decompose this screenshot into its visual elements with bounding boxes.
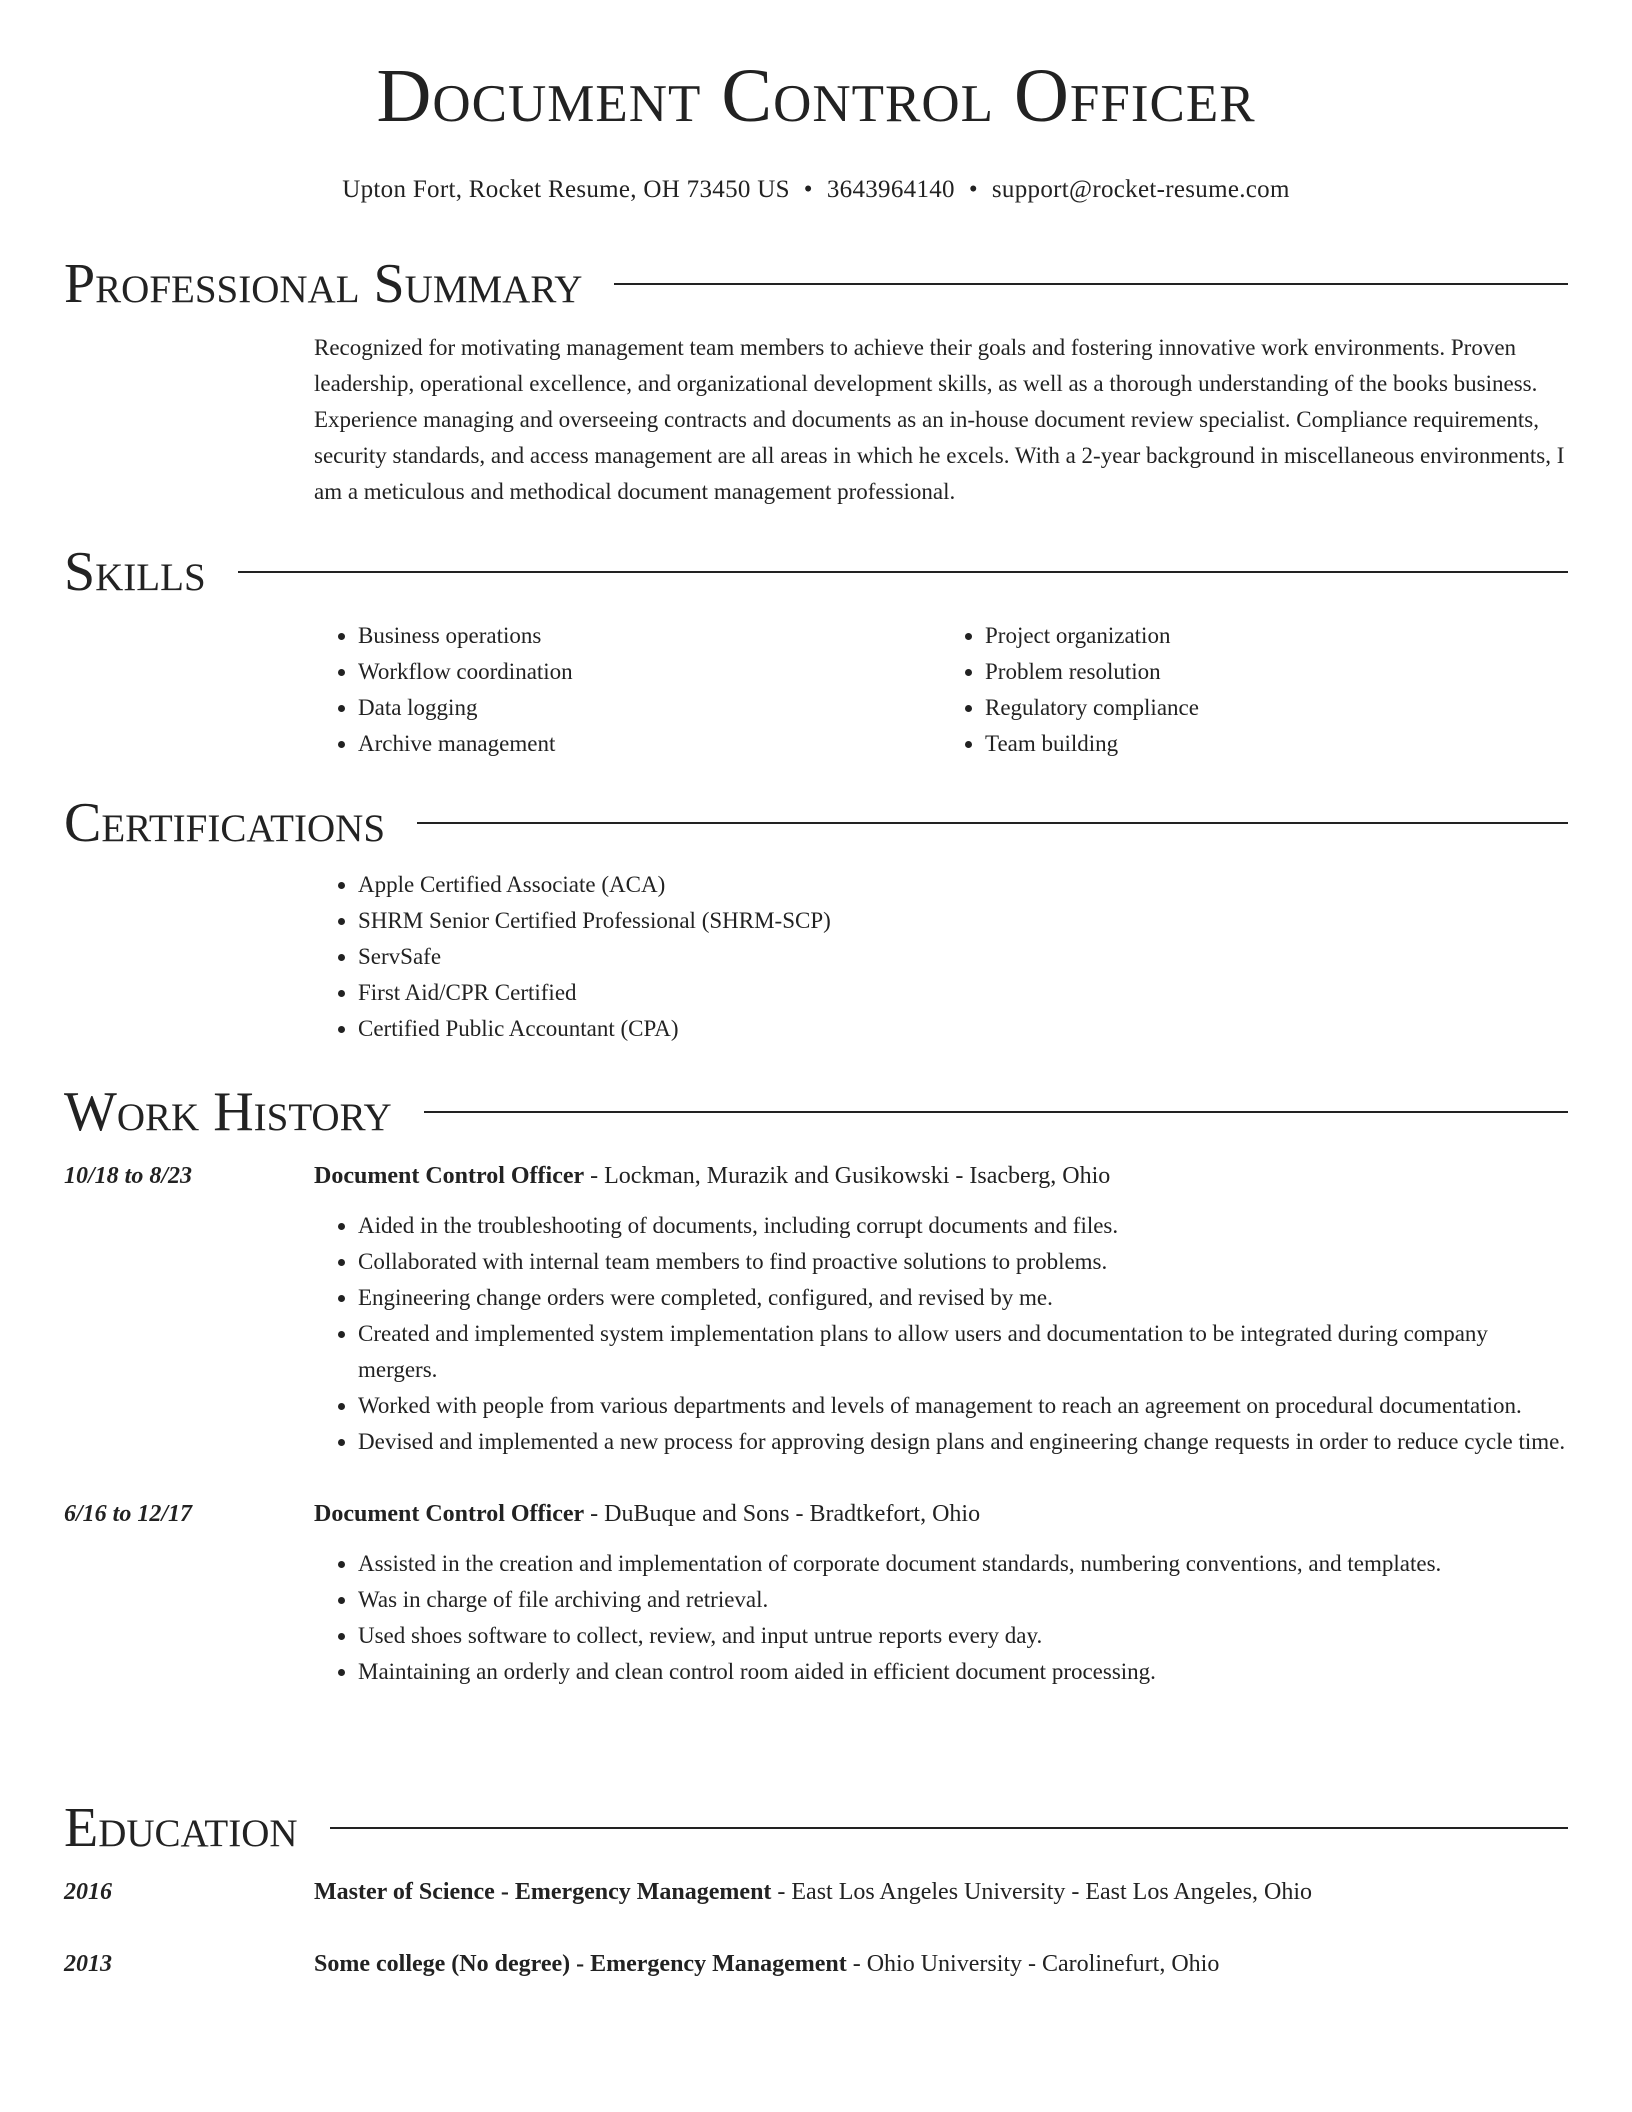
education-section bbox=[64, 1796, 1568, 1982]
section-divider bbox=[417, 822, 1568, 824]
degree: Master of Science - Emergency Management bbox=[314, 1879, 772, 1905]
job-bullets bbox=[314, 1208, 1568, 1460]
skill-item: • Business operations bbox=[358, 618, 941, 654]
job-bullet: • Collaborated with internal team members to find proactive solutions to problems. bbox=[358, 1244, 1568, 1280]
section-header bbox=[64, 1080, 1568, 1144]
certification-item: • Certified Public Accountant (CPA) bbox=[358, 1011, 1568, 1047]
job-company: - Lockman, Murazik and Gusikowski - Isacberg, Ohio bbox=[584, 1163, 1111, 1189]
education-heading bbox=[314, 1874, 1568, 1910]
separator-dot: • bbox=[803, 176, 813, 203]
job-heading bbox=[314, 1158, 1568, 1194]
job-bullets bbox=[314, 1546, 1568, 1690]
certification-item: • SHRM Senior Certified Professional (SHRM-SCP) bbox=[358, 903, 1568, 939]
certifications-section bbox=[64, 791, 1568, 1047]
skill-item: • Regulatory compliance bbox=[985, 690, 1568, 726]
job-bullet: • Worked with people from various departments and levels of management to reach an agreement on procedural documentation. bbox=[358, 1388, 1568, 1424]
address: Upton Fort, Rocket Resume, OH 73450 US bbox=[342, 176, 790, 203]
education-entry bbox=[64, 1874, 1568, 1910]
section-title: Certifications bbox=[64, 792, 386, 854]
section-header bbox=[64, 791, 1568, 855]
section-title: Skills bbox=[64, 541, 206, 603]
certifications-list bbox=[64, 867, 1568, 1047]
phone: 3643964140 bbox=[826, 176, 955, 203]
skill-item: • Problem resolution bbox=[985, 654, 1568, 690]
job-title: Document Control Officer bbox=[314, 1501, 585, 1527]
skills-section bbox=[64, 540, 1568, 762]
section-divider bbox=[330, 1827, 1568, 1829]
skills-column-right bbox=[941, 618, 1568, 762]
school: - Ohio University - Carolinefurt, Ohio bbox=[846, 1951, 1220, 1977]
education-entry bbox=[64, 1946, 1568, 1982]
job-entry bbox=[64, 1158, 1568, 1460]
education-year: 2013 bbox=[64, 1951, 112, 1977]
degree: Some college (No degree) - Emergency Management bbox=[314, 1951, 847, 1977]
job-bullet: • Aided in the troubleshooting of documents, including corrupt documents and files. bbox=[358, 1208, 1568, 1244]
section-divider bbox=[238, 571, 1568, 573]
job-dates: 6/16 to 12/17 bbox=[64, 1501, 193, 1527]
job-bullet: • Was in charge of file archiving and retrieval. bbox=[358, 1582, 1568, 1618]
section-title: Work History bbox=[64, 1081, 392, 1143]
section-header bbox=[64, 252, 1568, 316]
contact-line bbox=[0, 175, 1632, 205]
certification-item: • ServSafe bbox=[358, 939, 1568, 975]
job-bullet: • Created and implemented system implementation plans to allow users and documentation to be integrated during company mergers. bbox=[358, 1316, 1568, 1388]
job-bullet: • Maintaining an orderly and clean control room aided in efficient document processing. bbox=[358, 1654, 1568, 1690]
section-header bbox=[64, 540, 1568, 604]
job-company: - DuBuque and Sons - Bradtkefort, Ohio bbox=[584, 1501, 981, 1527]
job-entry bbox=[64, 1496, 1568, 1690]
education-heading bbox=[314, 1946, 1568, 1982]
skills-list bbox=[64, 618, 1568, 762]
candidate-name: Document Control Officer bbox=[376, 54, 1256, 138]
job-bullet: • Used shoes software to collect, review, and input untrue reports every day. bbox=[358, 1618, 1568, 1654]
summary-section bbox=[64, 252, 1568, 510]
section-title: Professional Summary bbox=[64, 253, 583, 315]
certification-item: • First Aid/CPR Certified bbox=[358, 975, 1568, 1011]
skill-item: • Workflow coordination bbox=[358, 654, 941, 690]
job-heading bbox=[314, 1496, 1568, 1532]
section-divider bbox=[424, 1111, 1568, 1113]
work-history-section bbox=[64, 1080, 1568, 1690]
job-bullet: • Assisted in the creation and implementation of corporate document standards, numbering conventions, and templates. bbox=[358, 1546, 1568, 1582]
section-header bbox=[64, 1796, 1568, 1860]
skill-item: • Project organization bbox=[985, 618, 1568, 654]
skill-item: • Data logging bbox=[358, 690, 941, 726]
job-bullet: • Devised and implemented a new process for approving design plans and engineering change requests in order to reduce cycle time. bbox=[358, 1424, 1568, 1460]
education-content bbox=[314, 1874, 1568, 1910]
separator-dot: • bbox=[968, 176, 978, 203]
email-link[interactable]: support@rocket-resume.com bbox=[991, 176, 1290, 203]
school: - East Los Angeles University - East Los Angeles, Ohio bbox=[771, 1879, 1312, 1905]
job-dates: 10/18 to 8/23 bbox=[64, 1163, 193, 1189]
job-title: Document Control Officer bbox=[314, 1163, 585, 1189]
skill-item: • Archive management bbox=[358, 726, 941, 762]
section-title: Education bbox=[64, 1797, 298, 1859]
summary-text: Recognized for motivating management team members to achieve their goals and fostering innovative work environments. Proven leadership, operational excellence, and organizational development skills, as well as a thorough understanding of the books business. Experience managing and overseeing contracts and documents as an in-house document review specialist. Compliance requirements, security standards, and access management are all areas in which he excels. With a 2-year background in miscellaneous environments, I am a meticulous and methodical document management professional. bbox=[314, 335, 1565, 504]
job-bullet: • Engineering change orders were completed, configured, and revised by me. bbox=[358, 1280, 1568, 1316]
skills-column-left bbox=[314, 618, 941, 762]
skill-item: • Team building bbox=[985, 726, 1568, 762]
section-divider bbox=[614, 283, 1568, 285]
job-content bbox=[314, 1158, 1568, 1460]
education-year: 2016 bbox=[64, 1879, 112, 1905]
certification-item: • Apple Certified Associate (ACA) bbox=[358, 867, 1568, 903]
job-content bbox=[314, 1496, 1568, 1690]
education-content bbox=[314, 1946, 1568, 1982]
